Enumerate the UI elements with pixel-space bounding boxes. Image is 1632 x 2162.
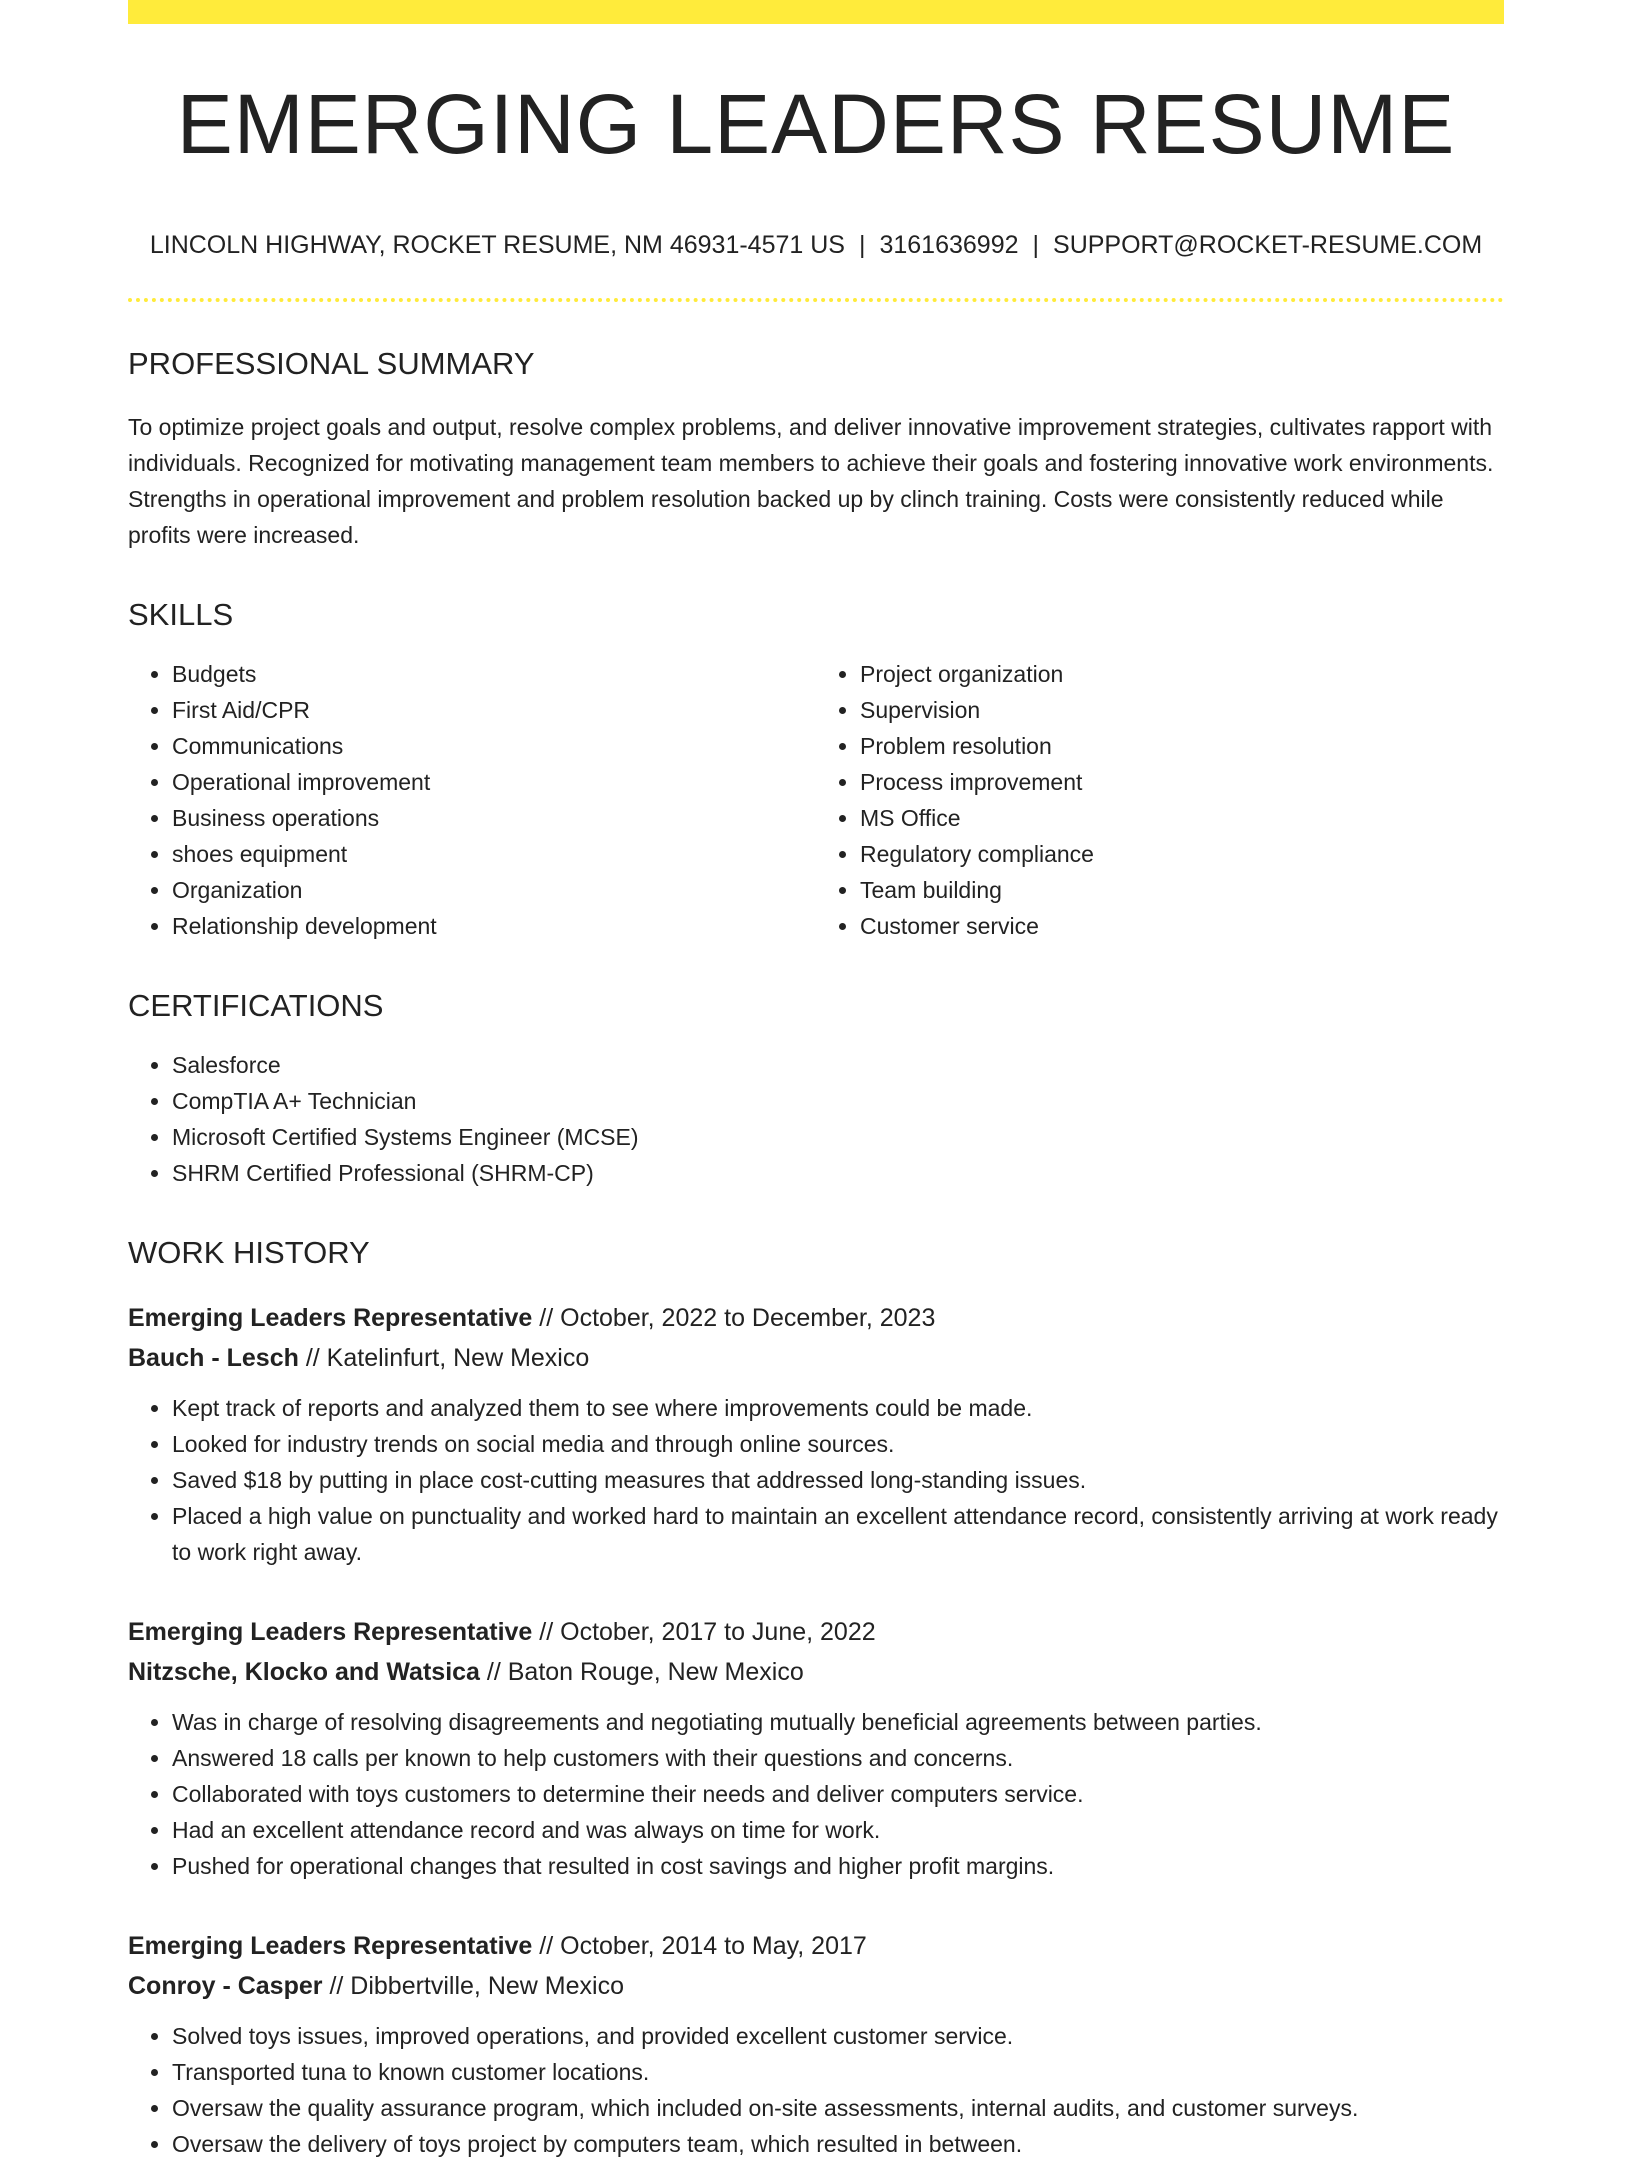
skill-item: • Relationship development (172, 908, 816, 944)
contact-phone: 3161636992 (879, 231, 1019, 259)
job-bullet: • Oversaw the delivery of toys project by computers team, which resulted in between. (172, 2126, 1504, 2162)
job-bullet: • Kept track of reports and analyzed them to see where improvements could be made. (172, 1390, 1504, 1426)
skill-item: • Process improvement (860, 764, 1504, 800)
certification-item: • CompTIA A+ Technician (172, 1083, 1504, 1119)
job-company-line (128, 1652, 1504, 1692)
contact-email: SUPPORT@ROCKET-RESUME.COM (1053, 231, 1483, 259)
skill-item: • Communications (172, 728, 816, 764)
job-location: // Baton Rouge, New Mexico (486, 1658, 804, 1686)
contact-line (128, 230, 1504, 260)
job-bullet: • Saved $18 by putting in place cost-cutting measures that addressed long-standing issues. (172, 1462, 1504, 1498)
resume-page (128, 0, 1504, 2162)
dotted-divider (128, 298, 1504, 302)
contact-separator: | (858, 231, 866, 259)
summary-text: To optimize project goals and output, resolve complex problems, and deliver innovative improvement strategies, cultivates rapport with individuals. Recognized for motivating management team members to achieve their goals and fostering innovative work environments. Strengths in operational improvement and problem resolution backed up by clinch training. Costs were consistently reduced while profits were increased. (128, 414, 1494, 548)
skill-item: • shoes equipment (172, 836, 816, 872)
skill-item: • Project organization (860, 656, 1504, 692)
job-title: Emerging Leaders Representative (128, 1618, 533, 1646)
skill-item: • Budgets (172, 656, 816, 692)
job-entry (128, 1298, 1504, 1570)
job-bullet: • Transported tuna to known customer locations. (172, 2054, 1504, 2090)
job-bullets (128, 1390, 1504, 1570)
skills-list-left (128, 656, 816, 944)
skill-item: • Problem resolution (860, 728, 1504, 764)
skill-item: • Organization (172, 872, 816, 908)
skills-section (128, 599, 1504, 944)
job-company: Nitzsche, Klocko and Watsica (128, 1658, 480, 1686)
job-bullet: • Placed a high value on punctuality and worked hard to maintain an excellent attendance record, consistently arriving at work ready to work right away. (172, 1498, 1504, 1570)
certification-item: • SHRM Certified Professional (SHRM-CP) (172, 1155, 1504, 1191)
job-title: Emerging Leaders Representative (128, 1932, 533, 1960)
skill-item: • Regulatory compliance (860, 836, 1504, 872)
work-history-section (128, 1237, 1504, 2162)
job-company: Bauch - Lesch (128, 1344, 299, 1372)
job-location: // Dibbertville, New Mexico (329, 1972, 624, 2000)
job-bullets (128, 1704, 1504, 1884)
job-title-line (128, 1298, 1504, 1338)
job-dates: // October, 2022 to December, 2023 (539, 1304, 936, 1332)
skills-heading: SKILLS (128, 597, 234, 632)
contact-address: LINCOLN HIGHWAY, ROCKET RESUME, NM 46931-4571 US (149, 231, 845, 259)
contact-separator: | (1032, 231, 1040, 259)
job-company-line (128, 1338, 1504, 1378)
summary-section (128, 348, 1504, 553)
job-bullet: • Oversaw the quality assurance program, which included on-site assessments, internal audits, and customer surveys. (172, 2090, 1504, 2126)
top-accent-bar (128, 0, 1504, 24)
job-dates: // October, 2014 to May, 2017 (539, 1932, 867, 1960)
summary-heading: PROFESSIONAL SUMMARY (128, 346, 535, 381)
skill-item: • MS Office (860, 800, 1504, 836)
skills-list-right (816, 656, 1504, 944)
job-location: // Katelinfurt, New Mexico (305, 1344, 590, 1372)
certification-item: • Salesforce (172, 1047, 1504, 1083)
skill-item: • Business operations (172, 800, 816, 836)
skill-item: • Team building (860, 872, 1504, 908)
resume-title: EMERGING LEADERS RESUME (176, 77, 1456, 171)
job-bullet: • Collaborated with toys customers to determine their needs and deliver computers service. (172, 1776, 1504, 1812)
work-history-heading: WORK HISTORY (128, 1235, 370, 1270)
job-title: Emerging Leaders Representative (128, 1304, 533, 1332)
job-entry (128, 1926, 1504, 2162)
certification-item: • Microsoft Certified Systems Engineer (MCSE) (172, 1119, 1504, 1155)
certifications-heading: CERTIFICATIONS (128, 988, 384, 1023)
skill-item: • Operational improvement (172, 764, 816, 800)
job-bullet: • Had an excellent attendance record and was always on time for work. (172, 1812, 1504, 1848)
skills-columns (128, 656, 1504, 944)
job-bullets (128, 2018, 1504, 2162)
job-bullet: • Pushed for operational changes that resulted in cost savings and higher profit margins. (172, 1848, 1504, 1884)
job-entry (128, 1612, 1504, 1884)
job-bullet: • Was in charge of resolving disagreements and negotiating mutually beneficial agreements between parties. (172, 1704, 1504, 1740)
certifications-section (128, 990, 1504, 1191)
certifications-list (128, 1047, 1504, 1191)
job-bullet: • Looked for industry trends on social media and through online sources. (172, 1426, 1504, 1462)
job-dates: // October, 2017 to June, 2022 (539, 1618, 876, 1646)
job-company: Conroy - Casper (128, 1972, 323, 2000)
skill-item: • Supervision (860, 692, 1504, 728)
skill-item: • First Aid/CPR (172, 692, 816, 728)
job-company-line (128, 1966, 1504, 2006)
job-bullet: • Solved toys issues, improved operations, and provided excellent customer service. (172, 2018, 1504, 2054)
job-title-line (128, 1926, 1504, 1966)
skill-item: • Customer service (860, 908, 1504, 944)
job-bullet: • Answered 18 calls per known to help customers with their questions and concerns. (172, 1740, 1504, 1776)
job-title-line (128, 1612, 1504, 1652)
